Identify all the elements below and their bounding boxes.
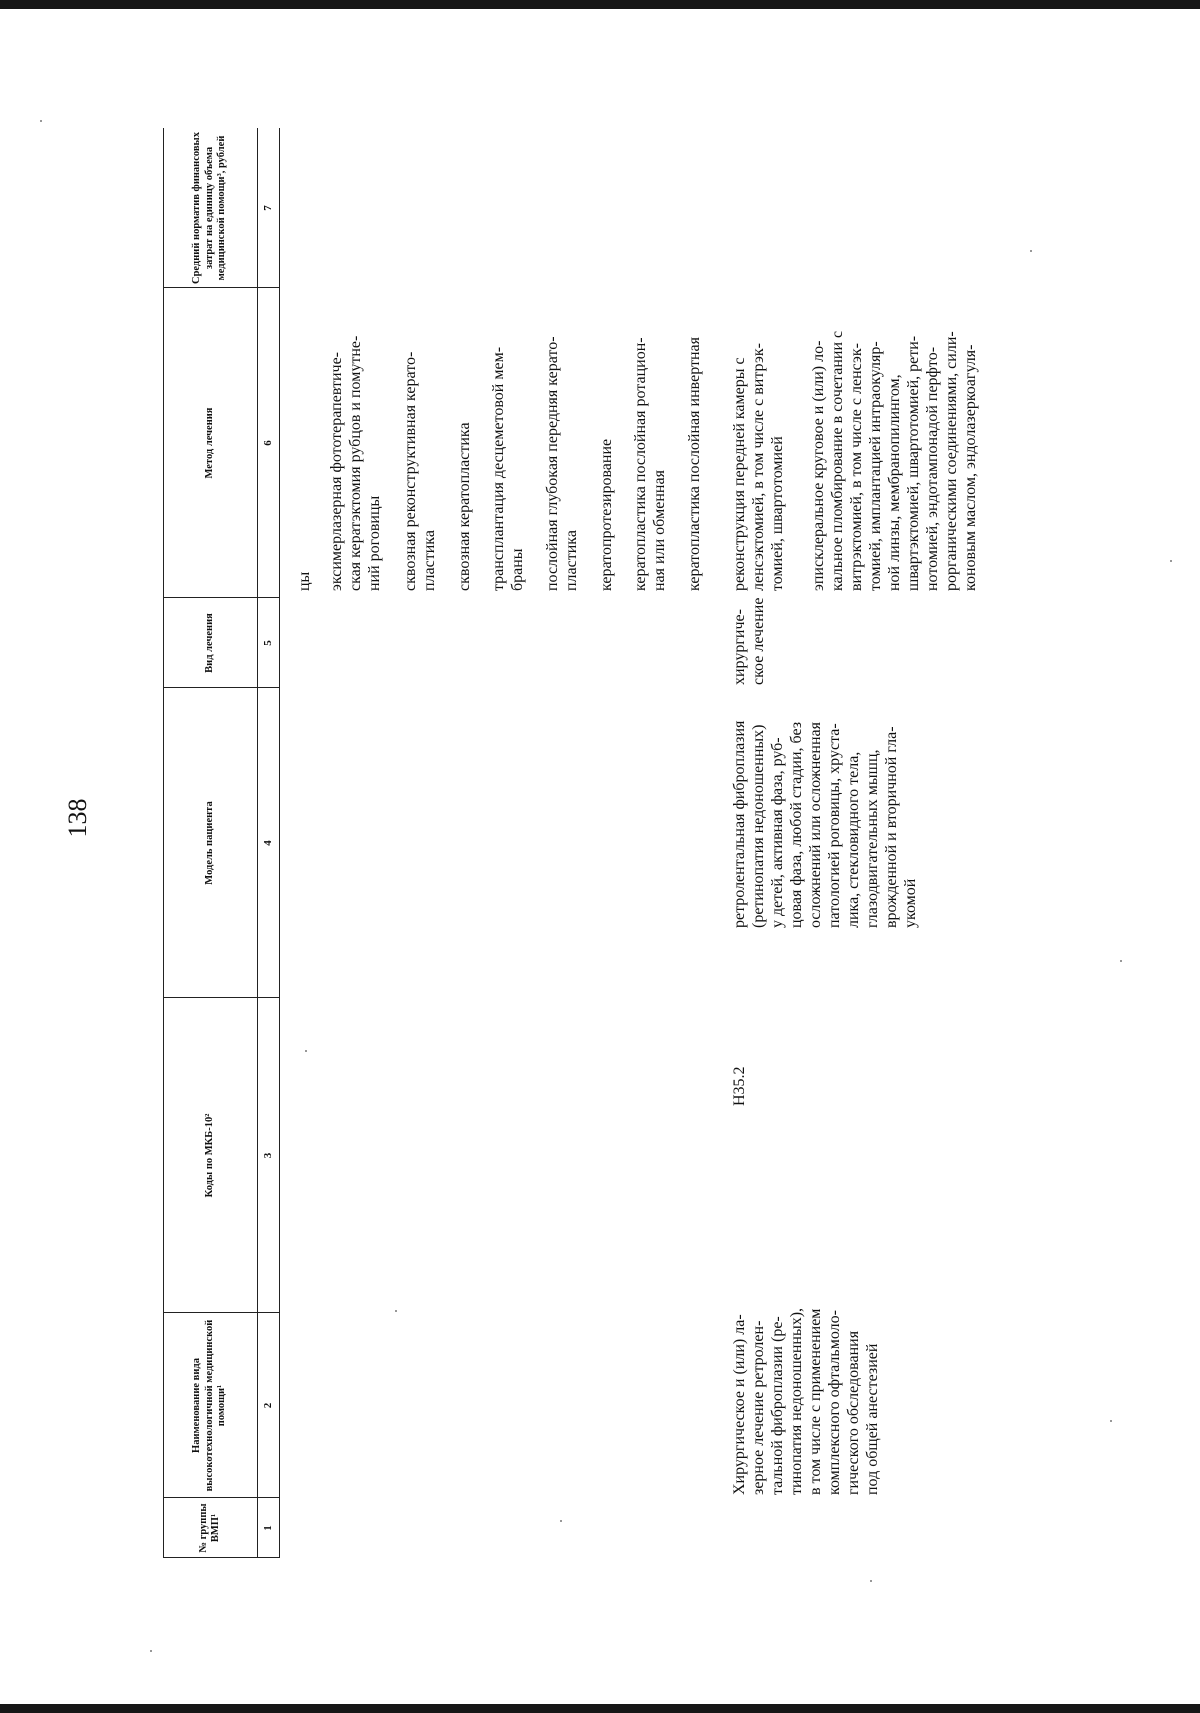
scan-top-border <box>0 0 1200 9</box>
scan-speck <box>1170 560 1172 562</box>
column-number-6: 6 <box>262 440 274 446</box>
scan-speck <box>305 1050 307 1052</box>
header-cost-norm: Средний норматив финансовых затрат на единицу объема медицинской помощи³, рублей <box>191 132 228 285</box>
header-vmp-name: Наименование вида высокотехнологичной медицинской помощи¹ <box>191 1319 228 1492</box>
column-number-2: 2 <box>262 1402 274 1409</box>
method-list-item: эписклеральное круговое и (или) ло- кальное пломбирование в сочетании с витрэктомией, в том числе с ленсэк- томией, имплантацией интраокуляр- ной линзы, мембранопилингом, швартэктомией, швартотомией, рети- нотомией, эндотампонадой перфто- рорганическими соединениями, сили- коновым маслом, эндолазеркоагуля- <box>810 330 979 591</box>
scan-speck <box>870 1580 872 1582</box>
method-list-item: кератопластика послойная инвертная <box>686 336 703 591</box>
header-treatment-type: Вид лечения <box>203 613 215 673</box>
header-patient-model: Модель пациента <box>203 801 215 885</box>
method-list-item: кератопластика послойная ротацион- ная или обменная <box>632 337 668 591</box>
numbers-bottom-rule <box>279 128 280 1558</box>
column-number-1: 1 <box>262 1525 274 1531</box>
header-group-number: № группы ВМП¹ <box>197 1503 221 1553</box>
column-number-5: 5 <box>262 640 274 646</box>
column-number-7: 7 <box>262 205 274 211</box>
scan-speck <box>560 1520 562 1522</box>
header-treatment-method: Метод лечения <box>203 407 215 479</box>
scan-speck <box>40 120 42 122</box>
header-icd-codes: Коды по МКБ-10² <box>203 1113 215 1198</box>
icd-code-cell: H35.2 <box>731 1066 748 1106</box>
scan-bottom-border <box>0 1704 1200 1713</box>
method-continuation-text: цы <box>296 571 313 591</box>
scan-speck <box>1030 250 1032 252</box>
method-list-item: реконструкция передней камеры с ленсэктомией, в том числе с витрэк- томией, швартотомией <box>731 343 786 591</box>
treatment-type-cell: хирургиче- ское лечение <box>731 597 767 685</box>
rotated-table <box>163 128 1200 1558</box>
method-list-item: сквозная реконструктивная керато- пластика <box>402 351 438 591</box>
method-list-item: трансплантация десцеметовой мем- браны <box>490 346 526 591</box>
column-number-4: 4 <box>262 840 274 846</box>
method-list-item: сквозная кератопластика <box>456 422 473 591</box>
scan-speck <box>395 1310 397 1312</box>
patient-model-cell: ретролентальная фиброплазия (ретинопатия недоношенных) у детей, активная фаза, руб- цовая фаза, любой стадии, без осложнений или осложненная патологией роговицы, хруста- лика, стекловидного тела, глазодвигательных мышц, врожденной и вторичной гла- укомой <box>731 720 919 928</box>
vmp-name-cell: Хирургическое и (или) ла- зерное лечение ретролен- тальной фиброплазии (ре- тинопатия недоношенных), в том числе с применением комплексного офтальмоло- гического обследования под общей анестезией <box>731 1307 881 1495</box>
scan-speck <box>1110 1420 1112 1422</box>
page-number: 138 <box>63 798 92 838</box>
scan-speck <box>1120 960 1122 962</box>
method-list-item: кератопротезирование <box>598 438 615 591</box>
column-number-3: 3 <box>262 1152 274 1159</box>
method-list-item: эксимерлазерная фототерапевтиче- ская кератэктомия рубцов и помутне- ний роговицы <box>328 335 383 591</box>
method-list-item: послойная глубокая передняя керато- пластика <box>544 336 580 591</box>
scan-speck <box>150 1650 152 1652</box>
